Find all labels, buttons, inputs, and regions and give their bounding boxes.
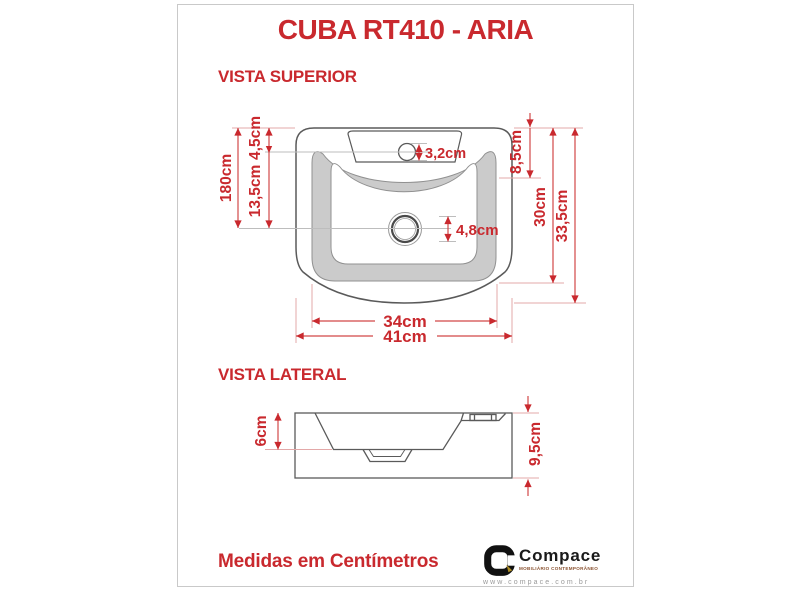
dim-label-basin-width: 34cm: [383, 312, 427, 331]
side-view-heading: VISTA LATERAL: [218, 365, 347, 384]
sink-profile: [295, 413, 512, 478]
brand-tagline: MOBILIÁRIO CONTEMPORÂNEO: [519, 566, 599, 571]
dim-label-basin-depth: 30cm: [532, 187, 549, 227]
dim-label-edge-to-faucet: 4,5cm: [247, 116, 264, 160]
product-image-panel: [177, 4, 634, 587]
compace-c-mark-icon: [483, 545, 515, 577]
dim-label-edge-to-drain: 180cm: [218, 153, 235, 203]
brand-logo: [483, 545, 605, 586]
dim-label-faucet-to-drain: 13,5cm: [247, 164, 264, 218]
sink-outline: [296, 128, 512, 303]
top-view-heading: VISTA SUPERIOR: [218, 67, 357, 86]
brand-website: www.compace.com.br: [483, 579, 590, 586]
page-title: CUBA RT410 - ARIA: [277, 14, 534, 45]
dim-label-total-height: 9,5cm: [527, 422, 544, 466]
side-view-drawing: [215, 385, 595, 515]
dim-label-total-depth: 33,5cm: [554, 189, 571, 243]
dim-label-total-width: 41cm: [383, 327, 427, 346]
dim-label-edge-to-basin: 8,5cm: [508, 130, 525, 174]
top-view-drawing: [215, 100, 595, 350]
dim-label-basin-height: 6cm: [253, 415, 270, 447]
units-note: Medidas em Centímetros: [218, 551, 439, 572]
dim-label-drain-hole: 4,8cm: [456, 222, 499, 239]
brand-name: Compace: [519, 546, 602, 565]
dim-label-faucet-hole: 3,2cm: [425, 146, 467, 162]
